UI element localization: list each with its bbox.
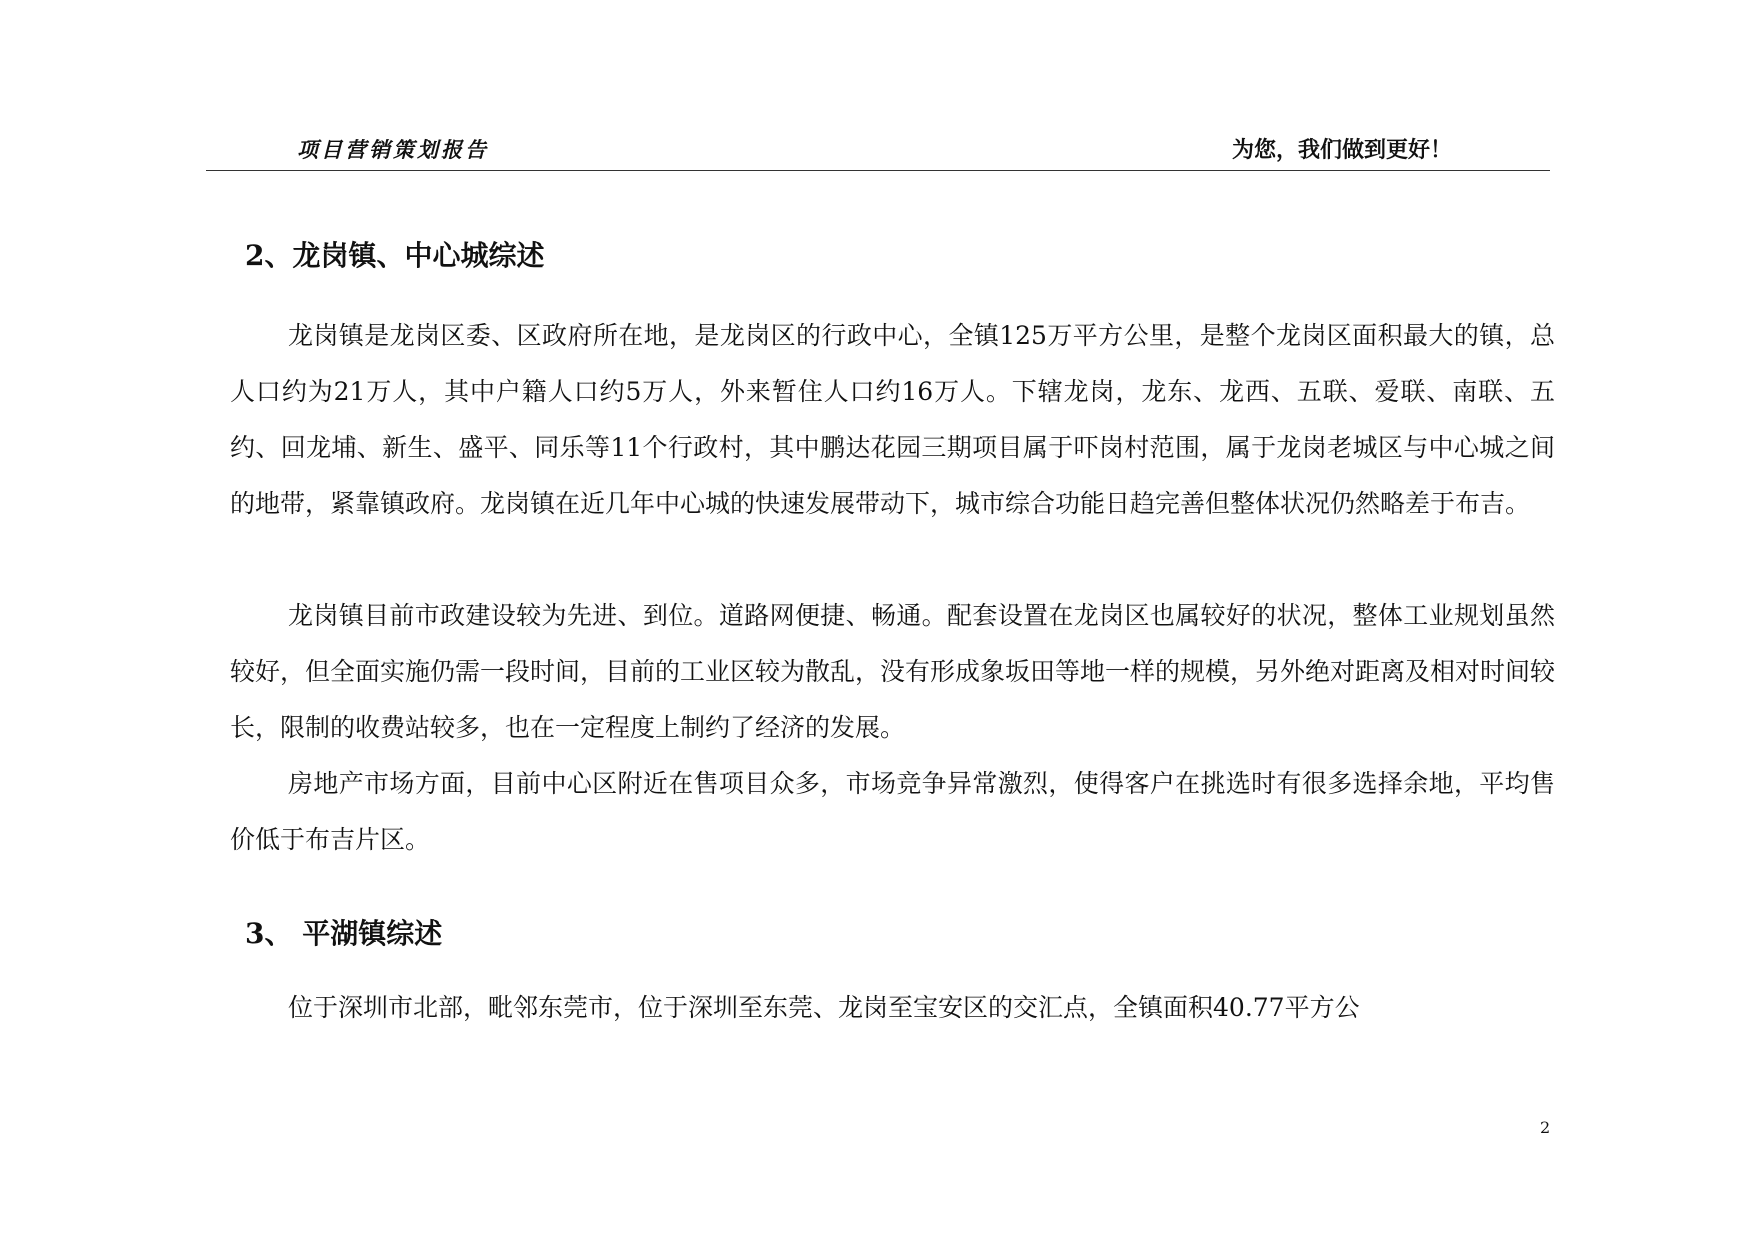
paragraph-pinghu-overview: 位于深圳市北部，毗邻东莞市，位于深圳至东莞、龙岗至宝安区的交汇点，全镇面积40.77平方公 xyxy=(288,993,1360,1022)
paragraph-longgang-overview: 龙岗镇是龙岗区委、区政府所在地，是龙岗区的行政中心，全镇125万平方公里，是整个龙岗区面积最大的镇，总人口约为21万人，其中户籍人口约5万人，外来暂住人口约16万人。下辖龙岗，龙东、龙西、五联、爱联、南联、五约、回龙埔、新生、盛平、同乐等11个行政村，其中鹏达花园三期项目属于吓岗村范围，属于龙岗老城区与中心城之间的地带，紧靠镇政府。龙岗镇在近几年中心城的快速发展带动下，城市综合功能日趋完善但整体状况仍然略差于布吉。 xyxy=(230,321,1555,518)
header-slogan: 为您，我们做到更好！ xyxy=(1231,137,1452,163)
page-number: 2 xyxy=(1540,1118,1551,1137)
paragraph-longgang-infrastructure: 龙岗镇目前市政建设较为先进、到位。道路网便捷、畅通。配套设置在龙岗区也属较好的状况，整体工业规划虽然较好，但全面实施仍需一段时间，目前的工业区较为散乱，没有形成象坂田等地一样的规模，另外绝对距离及相对时间较长，限制的收费站较多，也在一定程度上制约了经济的发展。 xyxy=(230,601,1556,742)
section-heading-longgang: 2、龙岗镇、中心城综述 xyxy=(245,239,545,272)
section-heading-pinghu: 3、 平湖镇综述 xyxy=(245,917,443,950)
paragraph-longgang-real-estate: 房地产市场方面，目前中心区附近在售项目众多，市场竞争异常激烈，使得客户在挑选时有很多选择余地，平均售价低于布吉片区。 xyxy=(230,769,1555,854)
report-title: 项目营销策划报告 xyxy=(297,137,489,162)
header-divider xyxy=(206,170,1550,171)
